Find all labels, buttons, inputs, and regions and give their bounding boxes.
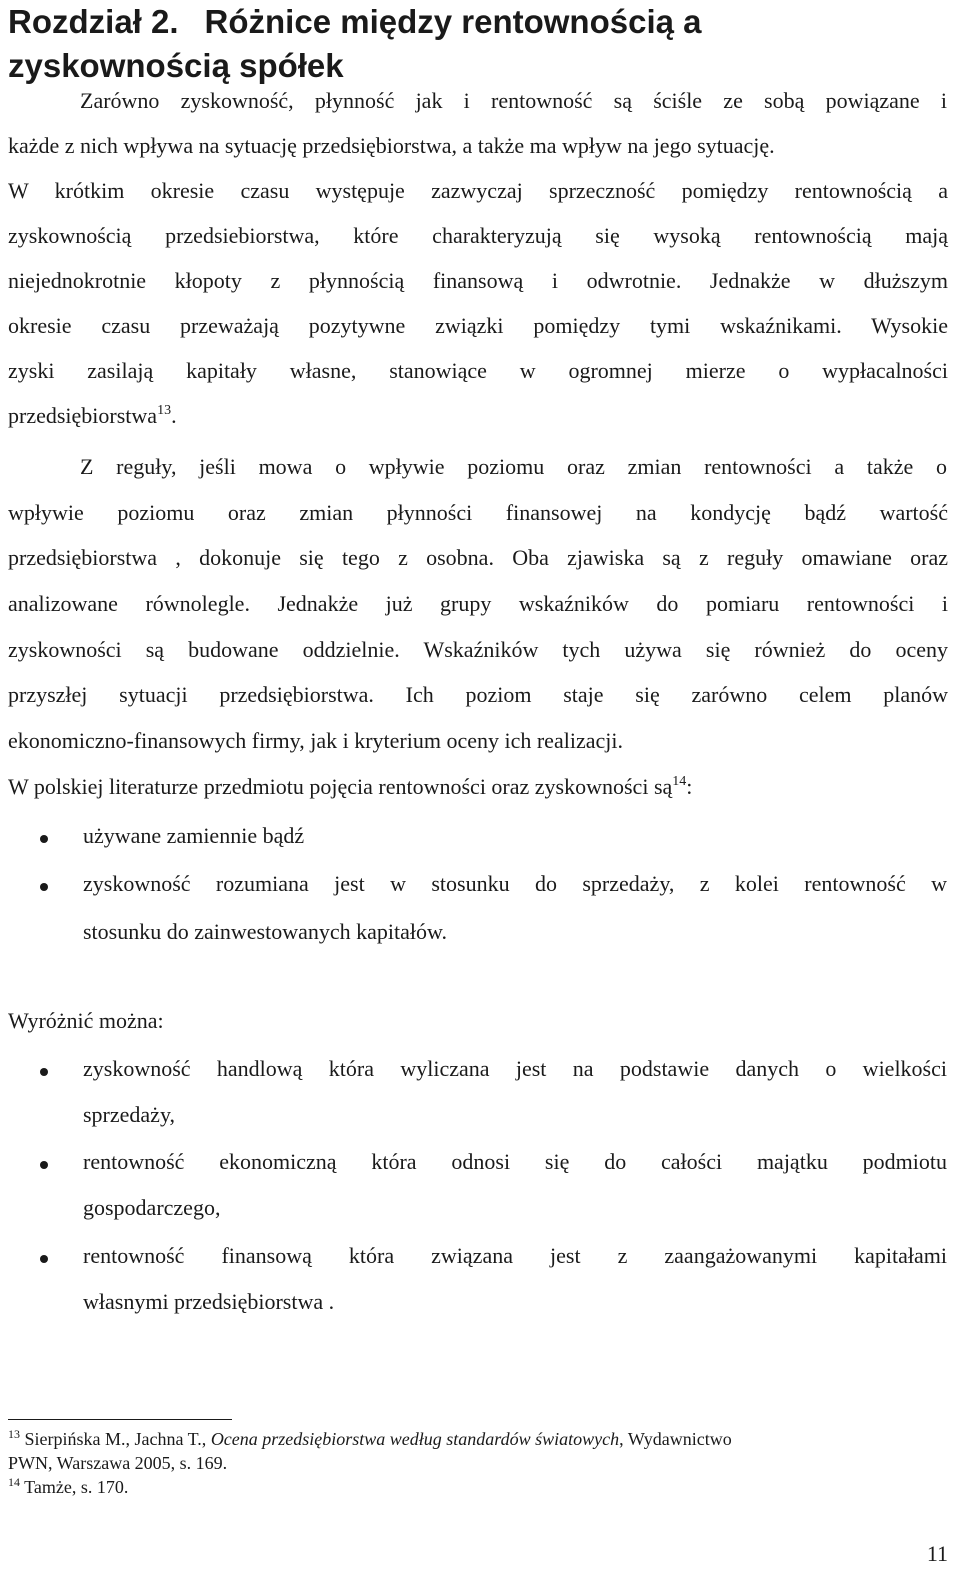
paragraph-line: okresie czasu przeważają pozytywne związki pomiędzy tymi wskaźnikami. Wysokie bbox=[8, 313, 948, 338]
footnote-number: 14 bbox=[8, 1475, 20, 1489]
footnote-text: , Wydawnictwo bbox=[619, 1429, 732, 1449]
footnote-14 bbox=[8, 1477, 948, 1498]
chapter-title-line-2: zyskownością spółek bbox=[8, 47, 344, 84]
list-item: rentowność finansową która związana jest z zaangażowanymi kapitałami bbox=[83, 1243, 947, 1268]
bullet-icon bbox=[40, 883, 48, 891]
footnote-separator bbox=[8, 1419, 232, 1420]
footnote-13-continuation: PWN, Warszawa 2005, s. 169. bbox=[8, 1453, 228, 1473]
footnote-ref-14[interactable]: 14 bbox=[672, 774, 687, 789]
chapter-title-line-1: Różnice między rentownością a bbox=[204, 3, 702, 40]
paragraph-line: przedsiębiorstwa , dokonuje się tego z osobna. Oba zjawiska są z reguły omawiane oraz bbox=[8, 545, 948, 570]
paragraph-line: Z reguły, jeśli mowa o wpływie poziomu oraz zmian rentowności a także o bbox=[80, 454, 947, 479]
chapter-number: Rozdział 2. bbox=[8, 3, 179, 40]
bullet-icon bbox=[40, 835, 48, 843]
paragraph-4: Wyróżnić można: bbox=[8, 1008, 164, 1033]
paragraph-line bbox=[8, 403, 948, 429]
footnote-number: 13 bbox=[8, 1427, 20, 1441]
paragraph-line: W krótkim okresie czasu występuje zazwyczaj sprzeczność pomiędzy rentownością a bbox=[8, 178, 948, 203]
list-item-continuation: gospodarczego, bbox=[83, 1195, 221, 1220]
list-item: rentowność ekonomiczną która odnosi się do całości majątku podmiotu bbox=[83, 1149, 947, 1174]
list-item-continuation: własnymi przedsiębiorstwa . bbox=[83, 1289, 335, 1314]
bullet-icon bbox=[40, 1255, 48, 1263]
paragraph-line: ekonomiczno-finansowych firmy, jak i kryterium oceny ich realizacji. bbox=[8, 728, 623, 753]
list-item: używane zamiennie bądź bbox=[83, 823, 305, 848]
bullet-icon bbox=[40, 1068, 48, 1076]
list-item-continuation: stosunku do zainwestowanych kapitałów. bbox=[83, 919, 447, 944]
footnote-text: Sierpińska M., Jachna T., bbox=[20, 1429, 211, 1449]
paragraph-text: . bbox=[171, 403, 177, 428]
paragraph-line: każde z nich wpływa na sytuację przedsiębiorstwa, a także ma wpływ na jego sytuację. bbox=[8, 133, 775, 158]
paragraph-line: przyszłej sytuacji przedsiębiorstwa. Ich poziom staje się zarówno celem planów bbox=[8, 682, 948, 707]
list-item: zyskowność rozumiana jest w stosunku do sprzedaży, z kolei rentowność w bbox=[83, 871, 947, 896]
paragraph-line: analizowane równolegle. Jednakże już grupy wskaźników do pomiaru rentowności i bbox=[8, 591, 948, 616]
list-item-continuation: sprzedaży, bbox=[83, 1102, 176, 1127]
bullet-icon bbox=[40, 1161, 48, 1169]
paragraph-text: przedsiębiorstwa bbox=[8, 403, 158, 428]
paragraph-line: zyski zasilają kapitały własne, stanowiące w ogromnej mierze o wypłacalności bbox=[8, 358, 948, 383]
paragraph-line: Zarówno zyskowność, płynność jak i rentowność są ściśle ze sobą powiązane i bbox=[80, 88, 947, 113]
footnote-ref-13[interactable]: 13 bbox=[157, 403, 172, 418]
paragraph-text: : bbox=[686, 774, 693, 799]
paragraph-line: zyskownością przedsiebiorstwa, które charakteryzują się wysoką rentownością mają bbox=[8, 223, 948, 248]
footnote-book-title: Ocena przedsiębiorstwa według standardów światowych bbox=[210, 1429, 620, 1449]
paragraph-line: wpływie poziomu oraz zmian płynności finansowej na kondycję bądź wartość bbox=[8, 500, 948, 525]
footnote-13 bbox=[8, 1429, 948, 1450]
paragraph-3 bbox=[8, 774, 948, 800]
chapter-heading bbox=[8, 0, 948, 88]
paragraph-text: W polskiej literaturze przedmiotu pojęcia rentowności oraz zyskowności są bbox=[8, 774, 673, 799]
page-number: 11 bbox=[926, 1541, 948, 1566]
footnote-text: Tamże, s. 170. bbox=[20, 1477, 129, 1497]
paragraph-line: zyskowności są budowane oddzielnie. Wskaźników tych używa się również do oceny bbox=[8, 637, 948, 662]
list-item: zyskowność handlową która wyliczana jest na podstawie danych o wielkości bbox=[83, 1056, 947, 1081]
paragraph-line: niejednokrotnie kłopoty z płynnością finansową i odwrotnie. Jednakże w dłuższym bbox=[8, 268, 948, 293]
